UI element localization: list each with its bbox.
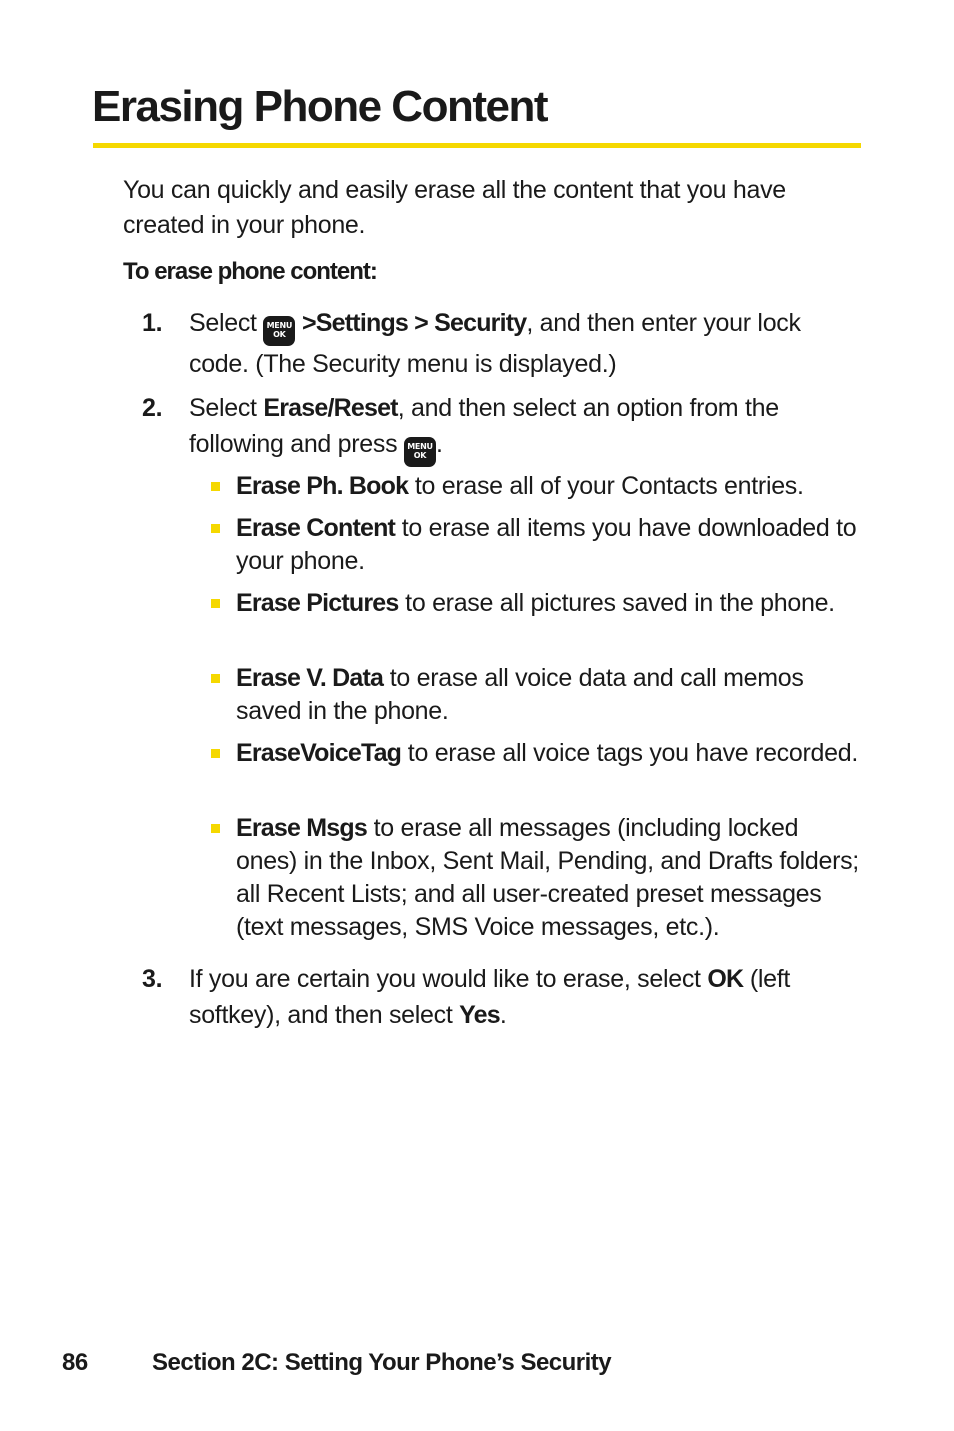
bullet-square-icon [211, 749, 220, 758]
bullet-square-icon [211, 674, 220, 683]
bullet-erase-v-data: Erase V. Data to erase all voice data and call memos saved in the phone. [211, 662, 861, 728]
intro-paragraph: You can quickly and easily erase all the content that you have created in your phone. [123, 176, 786, 239]
yes-label: Yes [459, 1001, 500, 1029]
step-2 [142, 390, 862, 467]
bullet-erase-ph-book: Erase Ph. Book to erase all of your Contacts entries. [211, 470, 861, 503]
menu-ok-key-icon: MENU OK [404, 437, 436, 467]
ok-label: OK [707, 965, 744, 993]
bullet-square-icon [211, 599, 220, 608]
section-title: Section 2C: Setting Your Phone’s Security [152, 1349, 612, 1376]
step-3 [142, 961, 862, 1033]
bullet-erase-voice-tag: EraseVoiceTag to erase all voice tags you have recorded. [211, 737, 861, 770]
step-number: 3. [142, 965, 163, 993]
page-number: 86 [62, 1349, 88, 1376]
bullet-erase-content: Erase Content to erase all items you have downloaded to your phone. [211, 512, 861, 578]
step-text: If you are certain you would like to erase, select OK (left softkey), and then select Yes. [189, 965, 791, 1029]
erase-reset-label: Erase/Reset [263, 394, 398, 422]
bullet-square-icon [211, 524, 220, 533]
bullet-square-icon [211, 482, 220, 491]
step-number: 1. [142, 309, 163, 337]
menu-ok-key-icon: MENU OK [263, 316, 295, 346]
page-footer [62, 1349, 611, 1377]
settings-security-path: >Settings > Security [302, 309, 527, 337]
step-text: Select MENU OK >Settings > Security, and then enter your lock code. (The Security menu is displayed.) [189, 309, 801, 378]
bullet-square-icon [211, 824, 220, 833]
procedure-heading: To erase phone content: [123, 258, 377, 285]
page-title: Erasing Phone Content [92, 82, 547, 131]
title-rule [93, 143, 861, 148]
bullet-erase-pictures: Erase Pictures to erase all pictures saved in the phone. [211, 587, 861, 620]
step-number: 2. [142, 394, 163, 422]
bullet-erase-msgs: Erase Msgs to erase all messages (including locked ones) in the Inbox, Sent Mail, Pending, and Drafts folders; all Recent Lists; and all user-created preset messages (text messages, SMS Voice messages, etc.). [211, 812, 861, 944]
step-1 [142, 305, 862, 382]
step-text: Select Erase/Reset, and then select an option from the following and press MENU OK . [189, 390, 862, 467]
